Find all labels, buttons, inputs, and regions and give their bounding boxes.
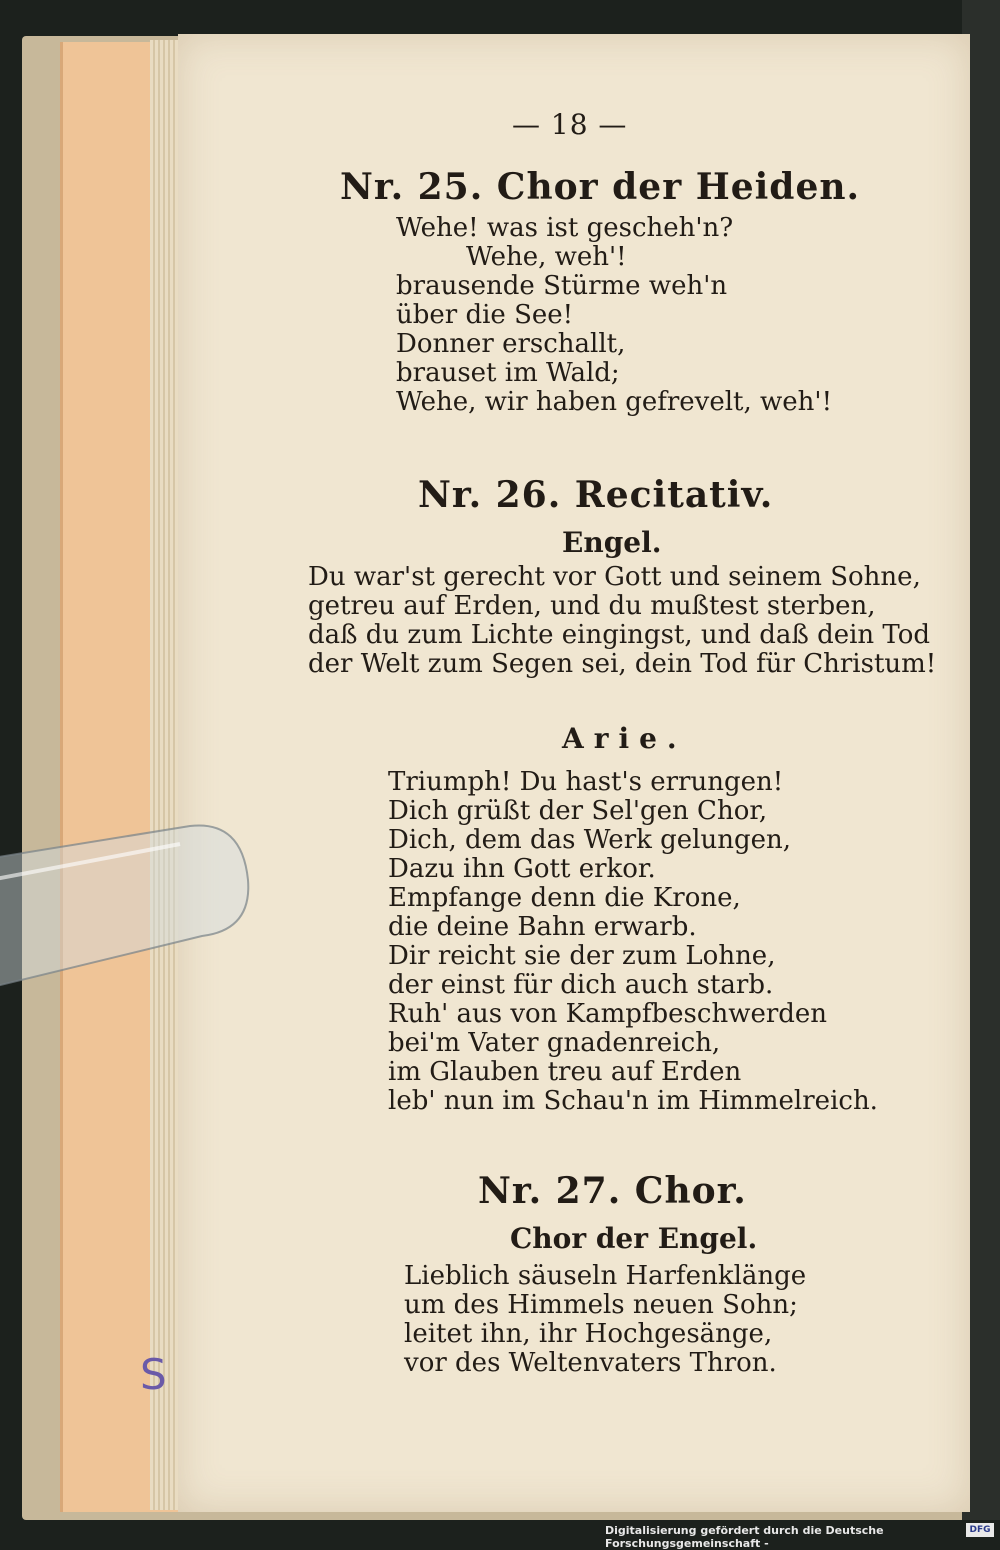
verse-line: die deine Bahn erwarb. [388, 912, 697, 942]
recitative-block [308, 563, 936, 679]
verse-line: über die See! [396, 300, 574, 330]
verse-line: Wehe, weh'! [466, 242, 627, 272]
verse-line: Lieblich säuseln Harfenklänge [404, 1261, 807, 1291]
verse-line: brausende Stürme weh'n [396, 271, 728, 301]
verse-line: Du war'st gerecht vor Gott und seinem Sohne, [308, 562, 921, 592]
verse-line: Wehe! was ist gescheh'n? [396, 213, 734, 243]
aria-block [388, 768, 878, 1116]
section-heading-25: Nr. 25. Chor der Heiden. [340, 166, 861, 208]
verse-line: leb' nun im Schau'n im Himmelreich. [388, 1086, 878, 1116]
verse-line: brauset im Wald; [396, 358, 620, 388]
verse-line: Wehe, wir haben gefrevelt, weh'! [396, 387, 833, 417]
verse-line: Dich grüßt der Sel'gen Chor, [388, 796, 768, 826]
library-stamp: S [140, 1350, 167, 1399]
digitization-credit: Digitalisierung gefördert durch die Deutsche Forschungsgemeinschaft - [605, 1524, 884, 1550]
verse-line: daß du zum Lichte eingingst, und daß dein Tod [308, 620, 931, 650]
verse-line: der Welt zum Segen sei, dein Tod für Christum! [308, 649, 937, 679]
verse-block-25 [396, 214, 832, 417]
verse-line: bei'm Vater gnadenreich, [388, 1028, 721, 1058]
verse-line: Ruh' aus von Kampfbeschwerden [388, 999, 828, 1029]
chorus-block-27 [404, 1262, 806, 1378]
verse-line: Empfange denn die Krone, [388, 883, 741, 913]
verse-line: Donner erschallt, [396, 329, 626, 359]
verse-line: Triumph! Du hast's errungen! [388, 767, 784, 797]
verse-line: der einst für dich auch starb. [388, 970, 774, 1000]
section-heading-26: Nr. 26. Recitativ. [418, 474, 774, 516]
verse-line: Dir reicht sie der zum Lohne, [388, 941, 776, 971]
verse-line: um des Himmels neuen Sohn; [404, 1290, 798, 1320]
speaker-label-engel: Engel. [562, 526, 662, 559]
section-heading-27: Nr. 27. Chor. [478, 1170, 747, 1212]
glass-page-holder [0, 820, 250, 985]
verse-line: vor des Weltenvaters Thron. [404, 1348, 777, 1378]
verse-line: Dich, dem das Werk gelungen, [388, 825, 792, 855]
verse-line: leitet ihn, ihr Hochgesänge, [404, 1319, 773, 1349]
verse-line: im Glauben treu auf Erden [388, 1057, 742, 1087]
verse-line: Dazu ihn Gott erkor. [388, 854, 656, 884]
dfg-logo: DFG [966, 1523, 994, 1537]
verse-line: getreu auf Erden, und du mußtest sterben, [308, 591, 876, 621]
page-number: — 18 — [512, 108, 628, 141]
aria-title: Arie. [562, 722, 687, 755]
speaker-label-chor-der-engel: Chor der Engel. [510, 1222, 758, 1255]
